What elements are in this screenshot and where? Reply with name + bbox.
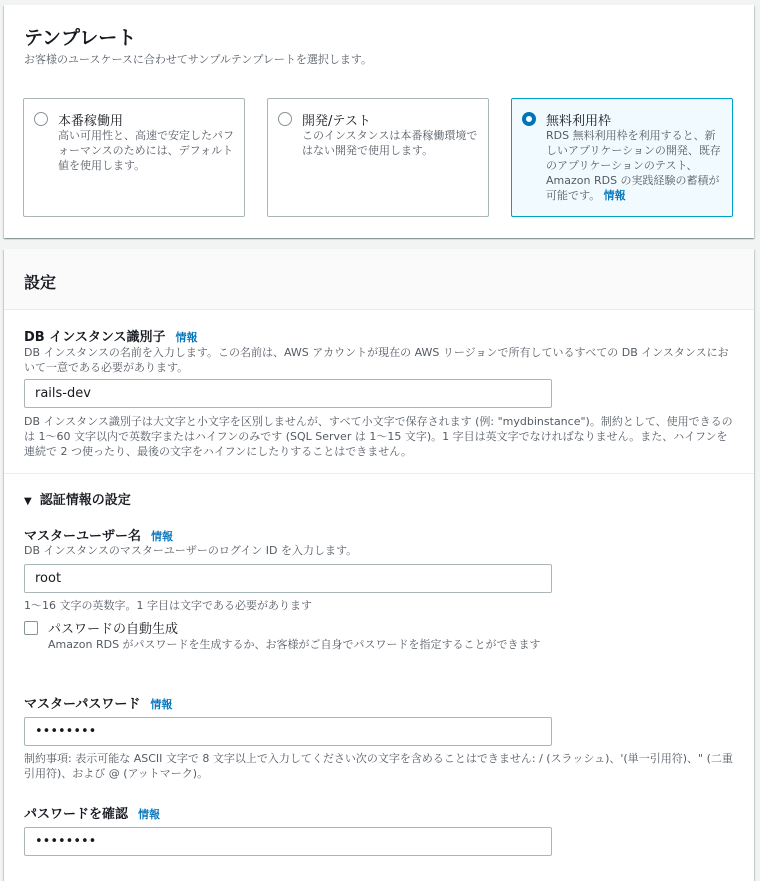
db-identifier-hint: DB インスタンス識別子は大文字と小文字を区別しませんが、すべて小文字で保存されます (例: "mydbinstance")。制約として、使用できるのは 1～60 文字以内で英数字またはハイフンのみです (SQL Server は 1～15 文字)。1 字目は英文字でなければなりません。また、ハイフンを連続で 2 つ使ったり、最後の文字をハイフンにしたりすることはできません。	[24, 415, 733, 458]
credentials-section-label: 認証情報の設定	[39, 493, 131, 508]
template-option-description: このインスタンスは本番稼働環境ではない開発で使用します。	[302, 129, 478, 157]
confirm-password-label	[24, 803, 160, 822]
template-subtitle: お客様のユースケースに合わせてサンプルテンプレートを選択します。	[24, 53, 373, 66]
master-password-input[interactable]	[24, 717, 552, 746]
confirm-password-input[interactable]	[24, 827, 552, 856]
master-password-label-text: マスターパスワード	[24, 697, 141, 712]
confirm-password-label-text: パスワードを確認	[24, 807, 129, 822]
template-option-title: 無料利用枠	[546, 114, 612, 129]
master-username-description: DB インスタンスのマスターユーザーのログイン ID を入力します。	[24, 544, 358, 557]
settings-panel	[4, 249, 754, 881]
template-option-title: 本番稼働用	[58, 114, 124, 129]
template-panel	[4, 5, 754, 238]
template-option-description: 高い可用性と、高速で安定したパフォーマンスのためには、デフォルト値を使用します。	[58, 129, 234, 172]
master-password-label	[24, 693, 172, 712]
radio-button-selected[interactable]	[522, 112, 536, 126]
template-option-description-text: RDS 無料利用枠を利用すると、新しいアプリケーションの開発、既存のアプリケーションのテスト、Amazon RDS の実践経験の蓄積が可能です。	[546, 129, 721, 202]
settings-header	[4, 249, 754, 310]
template-option-production[interactable]	[23, 98, 245, 217]
info-link[interactable]: 情報	[150, 698, 173, 711]
settings-title: 設定	[24, 273, 57, 292]
template-option-free-tier[interactable]	[511, 98, 733, 217]
radio-button[interactable]	[34, 112, 48, 126]
db-identifier-input[interactable]	[24, 379, 552, 408]
info-link[interactable]: 情報	[175, 331, 198, 344]
master-username-input[interactable]	[24, 564, 552, 593]
auto-generate-password-checkbox[interactable]	[24, 621, 38, 635]
credentials-section-toggle[interactable]	[24, 489, 131, 508]
template-option-dev-test[interactable]	[267, 98, 489, 217]
auto-generate-password-label: パスワードの自動生成	[48, 622, 179, 637]
info-link[interactable]: 情報	[603, 189, 626, 202]
master-username-label	[24, 525, 173, 544]
master-username-label-text: マスターユーザー名	[24, 529, 142, 544]
db-identifier-label	[24, 326, 197, 345]
radio-button[interactable]	[278, 112, 292, 126]
info-link[interactable]: 情報	[151, 530, 174, 543]
master-password-hint: 制約事項: 表示可能な ASCII 文字で 8 文字以上で入力してください次の文字を含めることはできません: / (スラッシュ)、'(単一引用符)、" (二重引用符)、および @ (アットマーク)。	[24, 752, 733, 780]
db-identifier-label-text: DB インスタンス識別子	[24, 330, 166, 345]
caret-down-icon: ▼	[24, 496, 32, 507]
divider	[4, 473, 754, 474]
template-option-description	[546, 128, 726, 203]
template-title: テンプレート	[24, 27, 137, 49]
auto-generate-password-description: Amazon RDS がパスワードを生成するか、お客様がご自身でパスワードを指定することができます	[48, 638, 541, 651]
info-link[interactable]: 情報	[138, 808, 161, 821]
db-identifier-description: DB インスタンスの名前を入力します。この名前は、AWS アカウントが現在の AWS リージョンで所有しているすべての DB インスタンスにおいて一意である必要があります。	[24, 346, 729, 374]
template-option-title: 開発/テスト	[302, 114, 371, 129]
master-username-hint: 1～16 文字の英数字。1 字目は文字である必要があります	[24, 599, 312, 612]
